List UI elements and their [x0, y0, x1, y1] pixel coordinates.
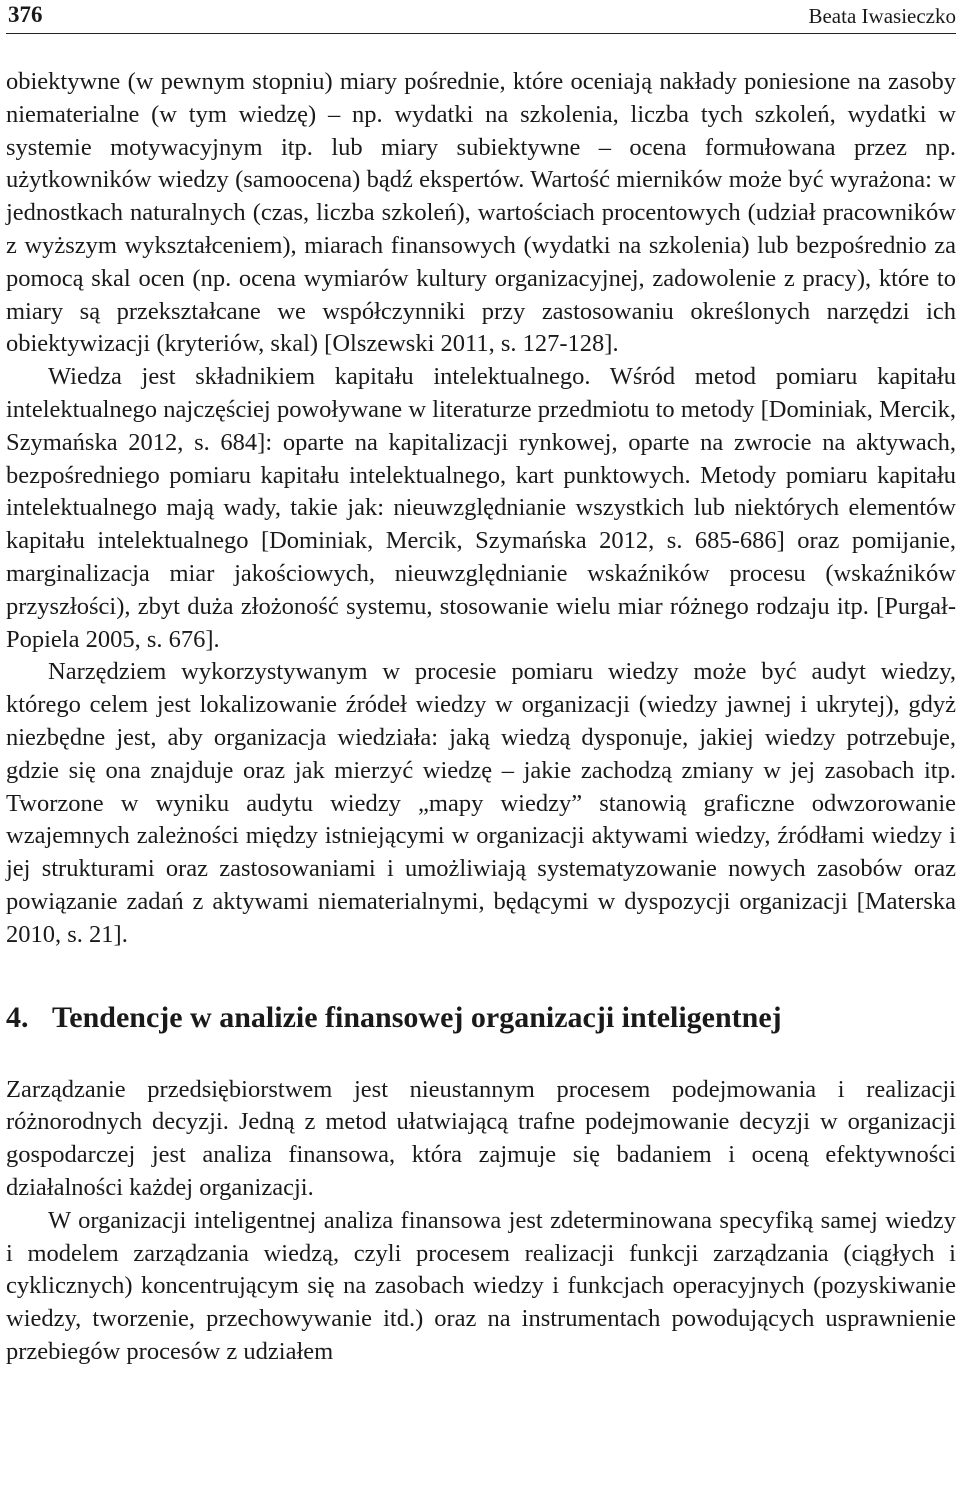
paragraph: Narzędziem wykorzystywanym w procesie pomiaru wiedzy może być audyt wiedzy, którego celem jest lokalizowanie źródeł wiedzy w organizacji (wiedzy jawnej i ukrytej), gdyż niezbędne jest, aby organizacja wiedziała: jaką wiedzą dysponuje, jakiej wiedzy potrzebuje, gdzie się ona znajduje oraz jak mierzyć wiedzę – jakie zachodzą zmiany w jej zasobach itp. Tworzone w wyniku audytu wiedzy „mapy wiedzy” stanowią graficzne odwzorowanie wzajemnych zależności między istniejącymi w organizacji aktywami wiedzy, źródłami wiedzy i jej strukturami oraz zastosowaniami i umożliwiają systematyzowanie nowych zasobów oraz powiązanie zadań z aktywami niematerialnymi, będącymi w dyspozycji organizacji [Materska 2010, s. 21].: [6, 658, 956, 948]
section-heading: [6, 1000, 956, 1036]
section-number: 4.: [6, 1000, 29, 1034]
document-page: [6, 0, 956, 1369]
page-number: 376: [8, 2, 43, 27]
body-text: [6, 66, 956, 1369]
paragraph: W organizacji inteligentnej analiza finansowa jest zdeterminowana specyfiką samej wiedzy i modelem zarządzania wiedzą, czyli procesem realizacji funkcji zarządzania (ciągłych i cyklicznych) koncentrującym się na zasobach wiedzy i funkcjach operacyjnych (pozyskiwanie wiedzy, tworzenie, przechowywanie itd.) oraz na instrumentach powodujących usprawnienie przebiegów procesów z udziałem: [6, 1206, 956, 1365]
section-title: Tendencje w analizie finansowej organizacji inteligentnej: [52, 1000, 782, 1034]
running-header: [6, 0, 956, 34]
running-header-author: Beata Iwasieczko: [808, 4, 956, 28]
paragraph: Wiedza jest składnikiem kapitału intelektualnego. Wśród metod pomiaru kapitału intelektualnego najczęściej powoływane w literaturze przedmiotu to metody [Dominiak, Mercik, Szymańska 2012, s. 684]: oparte na kapitalizacji rynkowej, oparte na zwrocie na aktywach, bezpośredniego pomiaru kapitału intelektualnego, kart punktowych. Metody pomiaru kapitału intelektualnego mają wady, takie jak: nieuwzględnianie wszystkich lub niektórych elementów kapitału intelektualnego [Dominiak, Mercik, Szymańska 2012, s. 685-686] oraz pomijanie, marginalizacja miar jakościowych, nieuwzględnianie wskaźników procesu (wskaźników przyszłości), zbyt duża złożoność systemu, stosowanie wielu miar różnego rodzaju itp. [Purgał-Popiela 2005, s. 676].: [6, 363, 956, 653]
paragraph: obiektywne (w pewnym stopniu) miary pośrednie, które oceniają nakłady poniesione na zasoby niematerialne (w tym wiedzę) – np. wydatki na szkolenia, liczba tych szkoleń, wydatki w systemie motywacyjnym itp. lub miary subiektywne – ocena formułowana przez np. użytkowników wiedzy (samoocena) bądź ekspertów. Wartość mierników może być wyrażona: w jednostkach naturalnych (czas, liczba szkoleń), wartościach procentowych (udział pracowników z wyższym wykształceniem), miarach finansowych (wydatki na szkolenia) lub bezpośrednio za pomocą skal ocen (np. ocena wymiarów kultury organizacyjnej, zadowolenie z pracy), które to miary są przekształcane we współczynniki przy zastosowaniu określonych narzędzi ich obiektywizacji (kryteriów, skal) [Olszewski 2011, s. 127-128].: [6, 68, 956, 358]
paragraph: Zarządzanie przedsiębiorstwem jest nieustannym procesem podejmowania i realizacji różnorodnych decyzji. Jedną z metod ułatwiającą trafne podejmowanie decyzji w organizacji gospodarczej jest analiza finansowa, która zajmuje się badaniem i oceną efektywności działalności każdej organizacji.: [6, 1075, 956, 1201]
